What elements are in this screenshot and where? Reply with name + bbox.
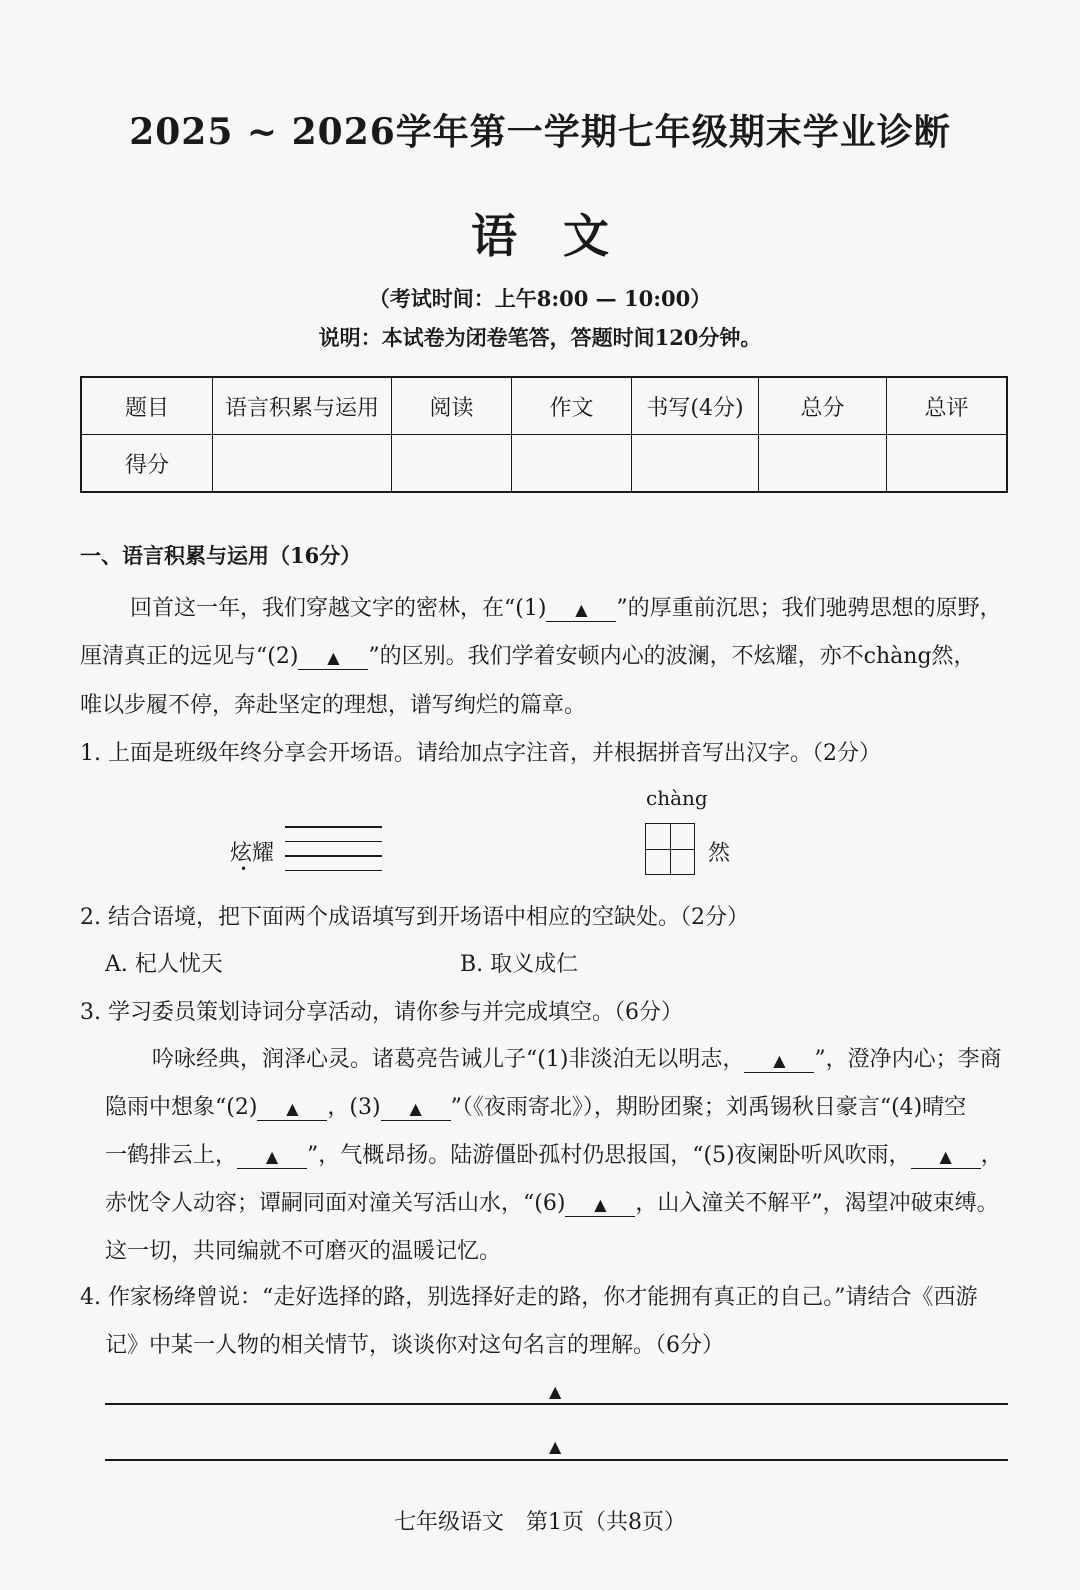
table-cell: 得分 <box>81 435 213 493</box>
score-input-cell[interactable] <box>632 435 759 493</box>
intro-line-2: 厘清真正的远见与“(2) ▲ ”的区别。我们学着安顿内心的波澜，不炫耀，亦不chàng然， <box>80 644 976 669</box>
q1-word: 炫耀 <box>230 841 275 866</box>
option-a: A. 杞人忧天 <box>105 952 223 977</box>
exam-note: 说明：本试卷为闭卷笔答，答题时间120分钟。 <box>318 325 762 350</box>
question-4-line-2: 记》中某一人物的相关情节，谈谈你对这句名言的理解。（6分） <box>105 1333 724 1358</box>
exam-time: （考试时间：上午8:00 — 10:00） <box>368 286 712 311</box>
pinyin-writing-lines[interactable] <box>285 826 382 874</box>
option-b: B. 取义成仁 <box>460 952 579 977</box>
score-input-cell[interactable] <box>213 435 392 493</box>
q3-blank-3[interactable]: ▲ <box>381 1096 451 1121</box>
table-cell: 阅读 <box>392 377 512 435</box>
emphasis-dot: • <box>240 862 248 876</box>
intro-line-3: 唯以步履不停，奔赴坚定的理想，谱写绚烂的篇章。 <box>80 693 587 718</box>
score-table <box>80 376 1008 493</box>
score-table-score-row <box>81 435 1007 493</box>
score-input-cell[interactable] <box>759 435 887 493</box>
section-title: 一、语言积累与运用（16分） <box>80 543 362 568</box>
table-cell: 题目 <box>81 377 213 435</box>
page-footer: 七年级语文 第1页（共8页） <box>394 1510 686 1535</box>
answer-marker-2: ▲ <box>549 1437 562 1456</box>
question-4-line-1: 4. 作家杨绛曾说：“走好选择的路，别选择好走的路，你才能拥有真正的自己。”请结合《西游 <box>80 1285 978 1310</box>
score-input-cell[interactable] <box>512 435 632 493</box>
q3-line-4: 赤忱令人动容；谭嗣同面对潼关写活山水，“(6) ▲ ，山入潼关不解平”，渴望冲破束缚。 <box>105 1191 999 1216</box>
q3-blank-6[interactable]: ▲ <box>565 1192 635 1217</box>
question-2: 2. 结合语境，把下面两个成语填写到开场语中相应的空缺处。（2分） <box>80 905 749 930</box>
answer-line-2[interactable] <box>105 1459 1008 1461</box>
q1-suffix: 然 <box>708 841 731 866</box>
q3-line-5: 这一切，共同编就不可磨灭的温暖记忆。 <box>105 1239 502 1264</box>
q3-blank-5[interactable]: ▲ <box>911 1144 981 1169</box>
character-grid-box[interactable] <box>645 823 695 875</box>
question-1: 1. 上面是班级年终分享会开场语。请给加点字注音，并根据拼音写出汉字。（2分） <box>80 741 881 766</box>
table-cell: 书写(4分) <box>632 377 759 435</box>
table-cell: 作文 <box>512 377 632 435</box>
question-3: 3. 学习委员策划诗词分享活动，请你参与并完成填空。（6分） <box>80 1000 683 1025</box>
subject-title: 语 文 <box>471 209 609 263</box>
answer-marker-1: ▲ <box>549 1382 562 1401</box>
table-cell: 总评 <box>887 377 1008 435</box>
answer-line-1[interactable] <box>105 1403 1008 1405</box>
q3-line-1: 吟咏经典，润泽心灵。诸葛亮告诫儿子“(1)非淡泊无以明志， ▲ ”，澄净内心；李商 <box>152 1047 1002 1072</box>
score-input-cell[interactable] <box>392 435 512 493</box>
score-table-header-row <box>81 377 1007 435</box>
intro-line-1: 回首这一年，我们穿越文字的密林，在“(1) ▲ ”的厚重前沉思；我们驰骋思想的原野， <box>130 596 1002 621</box>
q3-blank-2[interactable]: ▲ <box>257 1096 327 1121</box>
table-cell: 语言积累与运用 <box>213 377 392 435</box>
pinyin-label: chàng <box>646 786 708 810</box>
table-cell: 总分 <box>759 377 887 435</box>
exam-title: 2025 ~ 2026学年第一学期七年级期末学业诊断 <box>129 111 951 153</box>
q3-blank-4[interactable]: ▲ <box>237 1144 307 1169</box>
intro-blank-1[interactable]: ▲ <box>546 597 616 622</box>
q3-line-3: 一鹤排云上， ▲ ”，气概昂扬。陆游僵卧孤村仍思报国，“(5)夜阑卧听风吹雨， ▲ ， <box>105 1143 1003 1168</box>
q3-blank-1[interactable]: ▲ <box>744 1048 814 1073</box>
intro-blank-2[interactable]: ▲ <box>298 645 368 670</box>
q3-line-2: 隐雨中想象“(2) ▲ ，(3) ▲ ”（《夜雨寄北》），期盼团聚；刘禹锡秋日豪言“(4)晴空 <box>105 1095 967 1120</box>
score-input-cell[interactable] <box>887 435 1008 493</box>
